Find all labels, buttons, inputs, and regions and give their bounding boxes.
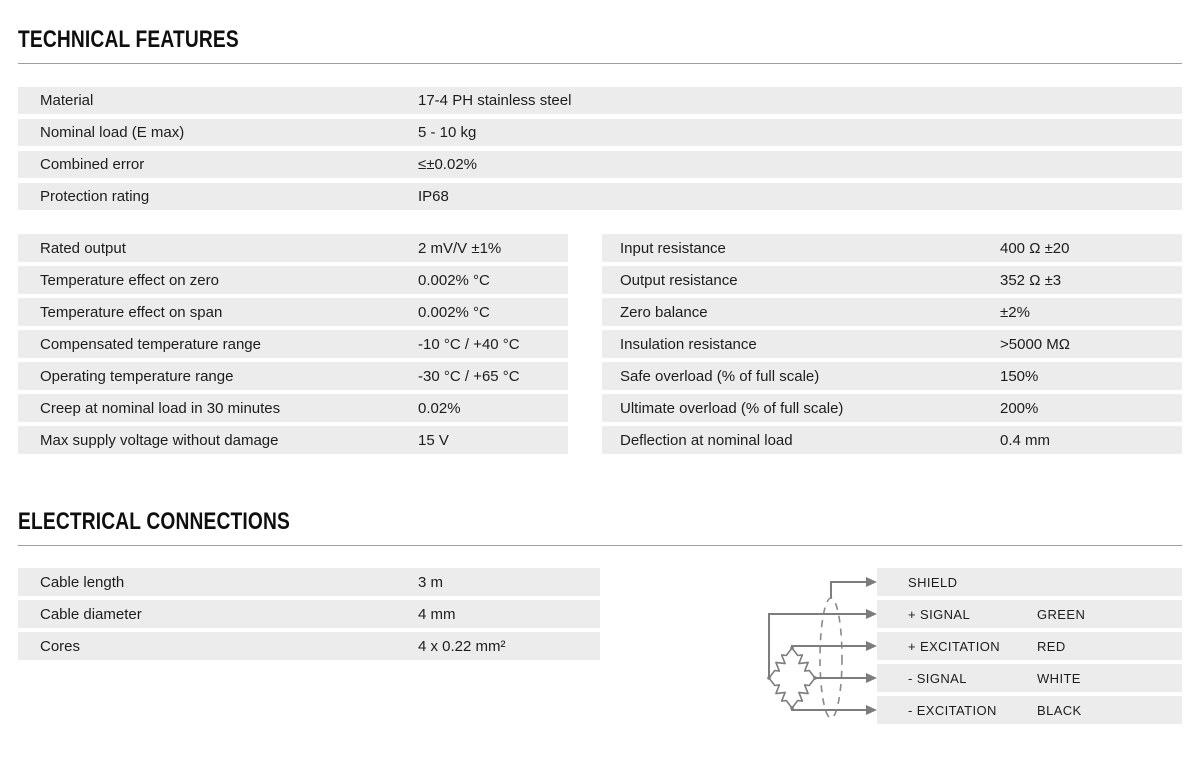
table-row [18,330,568,358]
table-row [18,426,568,454]
spec-value: 150% [1000,367,1039,385]
spec-value: ±2% [1000,303,1030,321]
spec-label: Safe overload (% of full scale) [620,367,820,385]
wire-color: RED [1037,638,1066,654]
section-divider [18,63,1182,64]
spec-value: IP68 [418,188,449,205]
table-row [602,298,1182,326]
spec-value: 400 Ω ±20 [1000,239,1070,257]
spec-label: Zero balance [620,303,708,321]
table-row [602,266,1182,294]
wire-minus-excitation [792,708,867,710]
spec-label: Cable length [40,573,125,591]
table-row [877,632,1182,660]
wire-label: - SIGNAL [908,670,967,686]
table-row [18,632,600,660]
spec-value: -30 °C / +65 °C [418,367,520,385]
spec-label: Creep at nominal load in 30 minutes [40,399,281,417]
wire-label: + SIGNAL [908,606,971,622]
table-row [18,362,568,390]
spec-value: 0.002% °C [418,271,490,289]
table-row [18,298,568,326]
spec-label: Output resistance [620,271,738,289]
bridge-resistor-icon [792,678,815,708]
cable-specs-table [18,568,600,664]
table-row [18,151,1182,178]
spec-value: 200% [1000,399,1039,417]
arrow-right-icon [866,577,877,587]
table-row [877,696,1182,724]
table-row [18,266,568,294]
table-row [602,426,1182,454]
table-row [877,664,1182,692]
spec-label: Rated output [40,239,126,257]
spec-value: 0.002% °C [418,303,490,321]
spec-label: Deflection at nominal load [620,431,793,449]
bridge-resistor-icon [769,648,792,678]
bridge-node-icon [813,676,817,680]
spec-label: Nominal load (E max) [40,124,185,141]
spec-value: 17-4 PH stainless steel [418,92,572,109]
wire-label: SHIELD [908,574,958,590]
performance-specs-table-left [18,234,568,458]
table-row [18,183,1182,210]
spec-value: 0.02% [418,399,461,417]
spec-label: Max supply voltage without damage [40,431,279,449]
spec-label: Combined error [40,156,145,173]
spec-label: Temperature effect on span [40,303,223,321]
table-row [877,600,1182,628]
spec-label: Temperature effect on zero [40,271,219,289]
wire-color: GREEN [1037,606,1086,622]
bridge-node-icon [767,676,771,680]
table-row [602,362,1182,390]
bridge-node-icon [790,646,794,650]
spec-value: 4 mm [418,605,456,623]
bridge-node-icon [790,706,794,710]
table-row [602,234,1182,262]
wire-plus-excitation [792,646,867,648]
arrow-right-icon [866,705,877,715]
spec-value: 0.4 mm [1000,431,1051,449]
table-row [18,394,568,422]
spec-label: Operating temperature range [40,367,234,385]
table-row [602,394,1182,422]
general-specs-table [18,87,1182,215]
table-row [18,87,1182,114]
spec-label: Input resistance [620,239,726,257]
bridge-resistor-icon [792,648,815,678]
spec-label: Cable diameter [40,605,142,623]
spec-label: Protection rating [40,188,150,205]
spec-value: 352 Ω ±3 [1000,271,1062,289]
spec-label: Ultimate overload (% of full scale) [620,399,844,417]
spec-value: 5 - 10 kg [418,124,477,141]
wire-color: BLACK [1037,702,1082,718]
table-row [18,568,600,596]
bridge-resistor-icon [769,678,792,708]
spec-value: 4 x 0.22 mm² [418,637,506,655]
wire-color: WHITE [1037,670,1081,686]
table-row [602,330,1182,358]
wheatstone-bridge-diagram [755,565,885,730]
arrow-right-icon [866,641,877,651]
spec-label: Compensated temperature range [40,335,261,353]
spec-label: Cores [40,637,81,655]
cable-sheath-ellipse-icon [820,598,842,718]
spec-value: 15 V [418,431,449,449]
wire-shield [831,582,867,598]
wire-label: + EXCITATION [908,638,1001,654]
section-divider [18,545,1182,546]
arrow-right-icon [866,609,877,619]
table-row [877,568,1182,596]
arrow-right-icon [866,673,877,683]
section-title-technical-features: TECHNICAL FEATURES [18,26,239,53]
table-row [18,600,600,628]
section-title-electrical-connections: ELECTRICAL CONNECTIONS [18,508,290,535]
wire-label: - EXCITATION [908,702,997,718]
spec-value: 3 m [418,573,444,591]
spec-label: Insulation resistance [620,335,757,353]
spec-value: ≤±0.02% [418,156,477,173]
wiring-color-table [877,568,1182,728]
spec-value: >5000 MΩ [1000,335,1071,353]
performance-specs-table-right [602,234,1182,458]
spec-value: 2 mV/V ±1% [418,239,502,257]
spec-label: Material [40,92,94,109]
table-row [18,119,1182,146]
spec-value: -10 °C / +40 °C [418,335,520,353]
table-row [18,234,568,262]
